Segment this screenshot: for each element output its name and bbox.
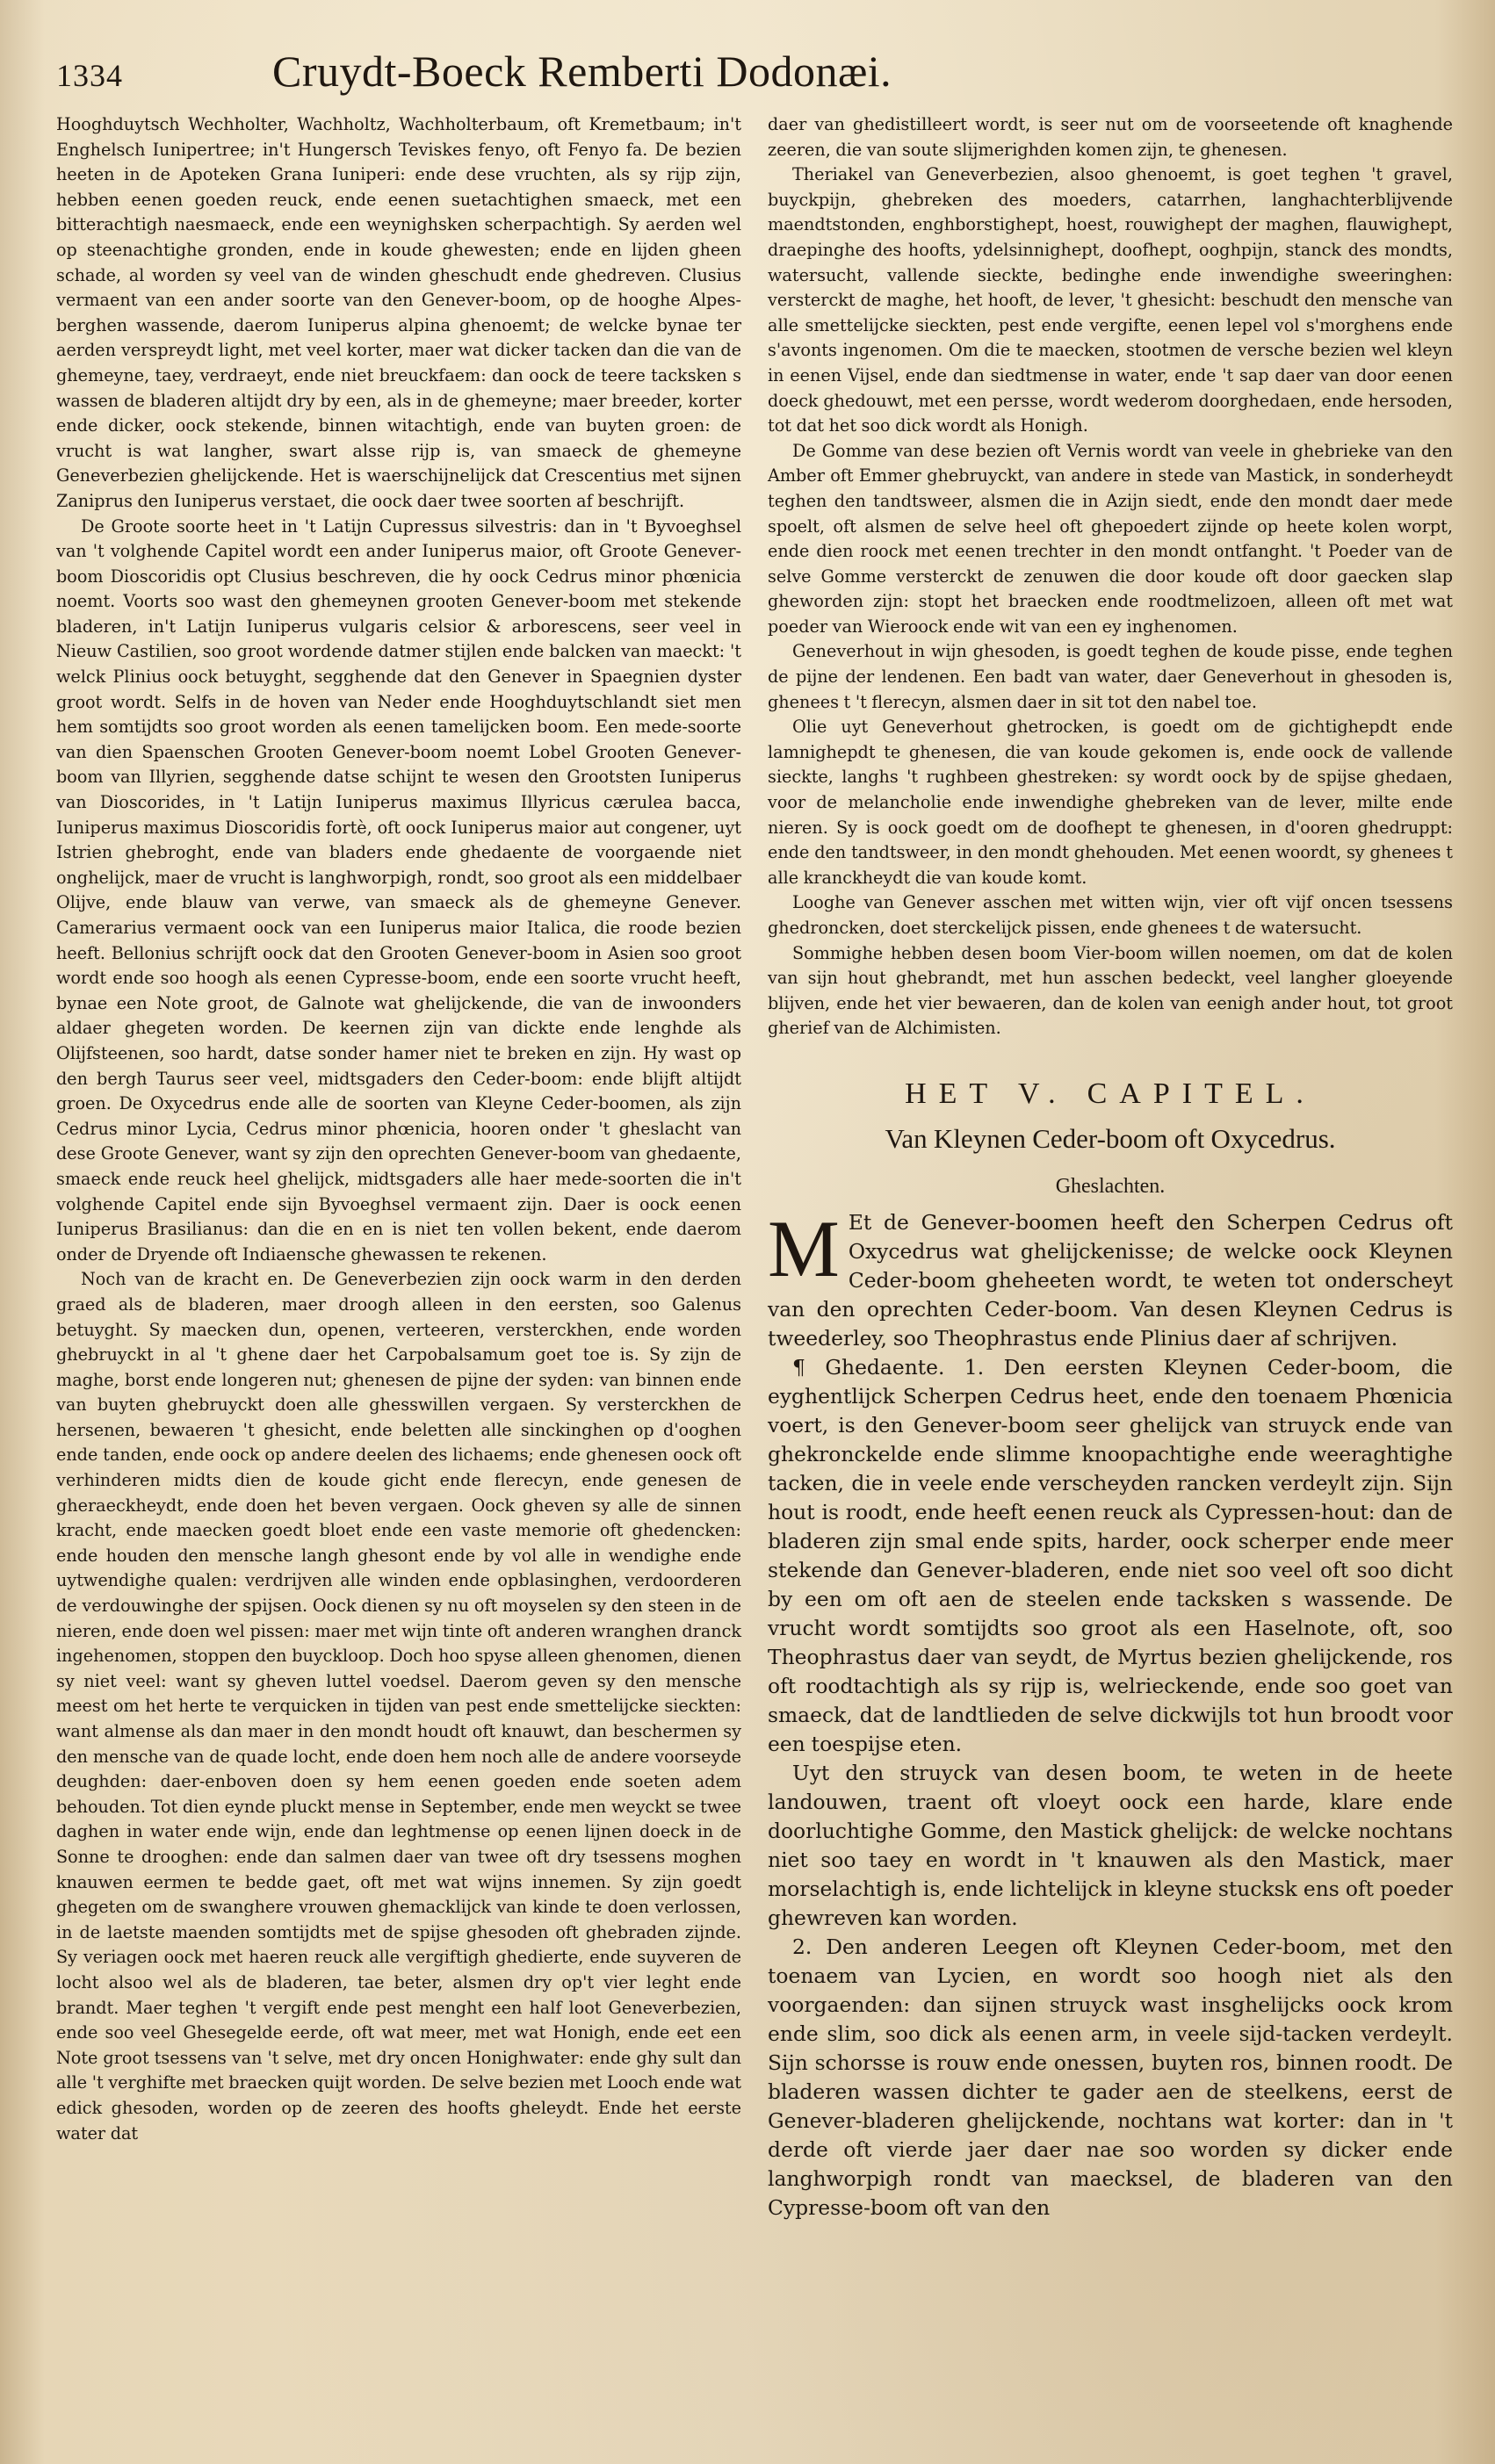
right-column xyxy=(768,112,1453,2223)
paragraph: Geneverhout in wijn ghesoden, is goedt teghen de koude pisse, ende teghen de pijne der lendenen. Een badt van water, daer Geneverhout in ghesoden is, ghenees t 't flerecyn, alsmen daer in sit tot den nabel toe. xyxy=(768,641,1453,712)
chapter-heading: HET V. CAPITEL. xyxy=(905,1077,1316,1110)
paragraph: Theriakel van Geneverbezien, alsoo ghenoemt, is goet teghen 't gravel, buyckpijn, ghebreken des moeders, catarrhen, langhachterblijvende maendtstonden, enghborstighept, hoest, rouwighept der maghen, flauwighept, draepinghe des hoofts, ydelsinnighept, doofhept, ooghpijn, stanck des mondts, watersucht, vallende sieckte, bedinghe ende inwendighe sweeringhen: versterckt de maghe, het hooft, de lever, 't ghesicht: beschudt den mensche van alle smettelijcke sieckten, pest ende vergifte, eenen lepel vol s'morghens ende s'avonts ingenomen. Om die te maecken, stootmen de versche bezien wel kleyn in eenen Vijsel, ende dan siedtmense in water, ende 't sap daer van door eenen doeck ghedouwt, met een persse, wordt wederom doorghedaen, ende hersoden, tot dat het soo dick wordt als Honigh. xyxy=(768,164,1453,436)
drop-cap: M xyxy=(768,1203,840,1293)
paragraph: daer van ghedistilleert wordt, is seer nut om de voorseetende oft knaghende zeeren, die van soute slijmerighden komen zijn, te ghenesen. xyxy=(768,114,1453,160)
page-header xyxy=(56,46,1456,107)
chapter-subtitle: Van Kleynen Ceder-boom oft Oxycedrus. xyxy=(885,1122,1336,1154)
opening-paragraph xyxy=(768,1203,1453,1353)
paragraph: Uyt den struyck van desen boom, te weten in de heete landouwen, traent oft vloeyt oock een harde, klare ende doorluchtighe Gomme, den Mastick ghelijck: de welcke nochtans niet soo taey en wordt in 't knauwen als den Mastick, maer morselachtigh is, ende lichtelijck in kleyne stucksk ens oft poeder ghewreven kan worden. xyxy=(768,1760,1453,1930)
chapter-body xyxy=(768,1203,1453,2223)
page-number: 1334 xyxy=(56,58,123,93)
paragraph: Hooghduytsch Wechholter, Wachholtz, Wachholterbaum, oft Kremetbaum; in't Enghelsch Iunipertree; in't Hungersch Teviskes fenyo, oft Fenyo fa. De bezien heeten in de Apoteken Grana Iuniperi: ende dese vruchten, als sy rijp zijn, hebben eenen goeden reuck, ende eenen suetachtighen smaeck, met een bitterachtigh naesmaeck, ende een weynighsken scherpachtigh. Sy aerden wel op steenachtighe gronden, ende in koude ghewesten; ende en lijden gheen schade, al worden sy veel van de winden gheschudt ende ghedreven. Clusius vermaent van een ander soorte van den Genever-boom, op de hooghe Alpes-berghen wassende, daerom Iuniperus alpina ghenoemt; de welcke bynae ter aerden verspreydt light, met veel korter, maer wat dicker tacken dan die van de ghemeyne, taey, verdraeyt, ende niet breuckfaem: dan oock de teere tacksken s wassen de bladeren altijdt dry by een, als in de ghemeyne; maer breeder, korter ende dicker, oock stekende, binnen witachtigh, ende van buyten groen: de vrucht is wat langher, swart alsse rijp is, van smaeck de ghemeyne Geneverbezien ghelijckende. Het is waerschijnelijck dat Crescentius met sijnen Zaniprus den Iuniperus verstaet, die oock daer twee soorten af beschrijft. xyxy=(56,114,741,511)
paragraph: Sommighe hebben desen boom Vier-boom willen noemen, om dat de kolen van sijn hout ghebrandt, met hun asschen bedeckt, veel langher gloeyende blijven, ende het vier bewaeren, dan de kolen van eenigh ander hout, tot groot gherief van de Alchimisten. xyxy=(768,942,1453,1039)
text-columns xyxy=(56,112,1456,2223)
running-title: Cruydt-Boeck Remberti Dodonæi. xyxy=(272,47,892,96)
paragraph: De Groote soorte heet in 't Latijn Cupressus silvestris: dan in 't Byvoeghsel van 't volghende Capitel wordt een ander Iuniperus maior, oft Groote Genever-boom Dioscoridis opt Clusius beschreven, die hy oock Cedrus minor phœnicia noemt. Voorts soo wast den ghemeynen grooten Genever-boom met stekende bladeren, in't Latijn Iuniperus vulgaris celsior & arborescens, seer veel in Nieuw Castilien, soo groot wordende datmer stijlen ende balcken van maeckt: 't welck Plinius oock betuyght, segghende dat den Genever in Spaegnien dyster groot wordt. Selfs in de hoven van Neder ende Hooghduytschlandt siet men hem somtijdts soo groot worden als eenen tamelijcken boom. Een mede-soorte van dien Spaenschen Grooten Genever-boom noemt Lobel Grooten Genever-boom van Illyrien, segghende datse schijnt te wesen den Grootsten Iuniperus van Dioscorides, in 't Latijn Iuniperus maximus Illyricus cærulea bacca, Iuniperus maximus Dioscoridis fortè, oft oock Iuniperus maior aut congener, uyt Istrien ghebroght, ende van bladers ende ghedaente de voorgaende niet onghelijck, maer de vrucht is langhworpigh, rondt, soo groot als een middelbaer Olijve, ende blauw van verwe, van smaeck als de ghemeyne Genever. Camerarius vermaent oock van een Iuniperus maior Italica, die roode bezien heeft. Bellonius schrijft oock dat den Grooten Genever-boom in Asien soo groot wordt ende soo hoogh als eenen Cypresse-boom, ende een soorte vrucht heeft, bynae een Note groot, de Galnote wat ghelijckende, die van de inwoonders aldaer ghegeten worden. De keernen zijn van dickte ende lenghde als Olijfsteenen, soo hardt, datse sonder hamer niet te breken en zijn. Hy wast op den bergh Taurus seer veel, midtsgaders den Ceder-boom: ende blijft altijdt groen. De Oxycedrus ende alle de soorten van Kleyne Ceder-boomen, als zijn Cedrus minor Lycia, Cedrus minor phœnicia, hooren onder 't gheslacht van dese Groote Genever, want sy zijn den oprechten Genever-boom van ghedaente, smaeck ende reuck heel ghelijck, midtsgaders alle haer mede-soorten die in't volghende Capitel ende sijn Byvoeghsel vermaent zijn. Daer is oock eenen Iuniperus Brasilianus: dan die en en is niet ten vollen bekent, ende daerom onder de Dryende oft Indiaensche ghewassen te rekenen. xyxy=(56,515,741,1264)
paragraph: 2. Den anderen Leegen oft Kleynen Ceder-boom, met den toenaem van Lycien, en wordt soo hoogh niet als den voorgaenden: dan sijnen struyck wast insghelijcks oock krom ende slim, soo dick als eenen arm, in veele sijd-tacken verdeylt. Sijn schorsse is rouw ende onessen, buyten ros, binnen roodt. De bladeren wassen dichter te gader aen de steelkens, eerst de Genever-bladeren ghelijckende, nochtans wat korter: dan in 't derde oft vierde jaer daer nae soo worden sy dicker ende langhworpigh rondt van maecksel, de bladeren van den Cypresse-boom oft van den xyxy=(768,1934,1453,2220)
paragraph: Noch van de kracht en. De Geneverbezien zijn oock warm in den derden graed als de bladeren, maer droogh alleen in den eersten, soo Galenus betuyght. Sy maecken dun, openen, verteeren, versterckhen, ende worden ghebruyckt in al 't ghene daer het Carpobalsamum goet toe is. Sy zijn de maghe, borst ende longeren nut; ghenesen de pijne der syden: van binnen ende van buyten ghebruyckt doen alle ghesswillen vergaen. Sy versterckhen de hersenen, bewaeren 't ghesicht, ende beletten alle sinckinghen op d'ooghen ende tanden, ende oock op andere deelen des lichaems; ende ghenesen oock oft verhinderen midts dien de koude gicht ende flerecyn, ende genesen de gheraeckheydt, ende doen het beven vergaen. Oock gheven sy alle de sinnen kracht, ende maecken goedt bloet ende een vaste memorie oft ghedencken: ende houden den mensche langh ghesont ende by vol alle in wendighe ende uytwendighe qualen: verdrijven alle winden ende opblasinghen, verdoorderen de verdouwinghe der spijsen. Oock dienen sy nu oft moyselen sy den steen in de nieren, ende doen wel pissen: maer met wijn tinte oft anderen wranghen dranck ingehenomen, stoppen den buyckloop. Doch hoo spyse alleen ghenomen, dienen sy niet veel: want sy gheven luttel voedsel. Daerom geven sy den mensche meest om het herte te verquicken in tijden van pest ende smettelijcke sieckten: want almense als dan maer in den mondt houdt oft knauwt, dan beschermen sy den mensche van de quade locht, ende doen hem noch alle de andere voorseyde deughden: daer-enboven doen sy hem eenen goeden ende soeten adem behouden. Tot dien eynde pluckt mense in September, ende men weyckt se twee daghen in water ende wijn, ende dan leghtmense op eenen lijnen doeck in de Sonne te drooghen: ende dan salmen daer van twee oft dry tsessens moghen knauwen eermen te bedde gaet, oft met wat wijns innemen. Sy zijn goedt ghegeten om de swanghere vrouwen ghemacklijck van kinde te doen verlossen, in de laetste maenden somtijdts met de spijse ghesoden oft ghebraden zijnde. Sy veriagen oock met haeren reuck alle vergiftigh ghedierte, ende suyveren de locht alsoo wel als de bladeren, tae beter, alsmen dry op't vier leght ende brandt. Maer teghen 't vergift ende pest menght een half loot Geneverbezien, ende soo veel Ghesegelde eerde, oft wat meer, met wat Honigh, ende eet een Note groot tsessens van 't selve, met dry oncen Honighwater: ende ghy sult dan alle 't verghifte met braecken quijt worden. De selve bezien met Looch ende wat edick ghesoden, worden op de zeeren des hoofts gheleydt. Ende het eerste water dat xyxy=(56,1269,741,2143)
paragraph: De Gomme van dese bezien oft Vernis wordt van veele in ghebrieke van den Amber oft Emmer ghebruyckt, van andere in stede van Mastick, in sonderheydt teghen den tandtsweer, alsmen die in Azijn siedt, ende den mondt daer mede spoelt, oft alsmen de selve heel oft ghepoedert zijnde op heete kolen worpt, ende dien roock met eenen trechter in den mondt ontfanght. 't Poeder van de selve Gomme versterckt de zenuwen die door koude oft door gaecken slap gheworden zijn: stopt het braecken ende roodtmelizoen, alleen oft met wat poeder van Wieroock ende wit van een ey inghenomen. xyxy=(768,440,1453,637)
paragraph: ¶ Ghedaente. 1. Den eersten Kleynen Ceder-boom, die eyghentlijck Scherpen Cedrus heet, ende den toenaem Phœnicia voert, is den Genever-boom seer ghelijck van struyck ende van ghekronckelde ende slimme knoopachtighe ende weeraghtighe tacken, die in veele ende verscheyden rancken verdeylt zijn. Sijn hout is roodt, ende heeft eenen reuck als Cypressen-hout: dan de bladeren zijn smal ende spits, harder, oock scherper ende meer stekende dan Genever-bladeren, ende niet soo veel oft soo dicht by een om oft aen de steelen ende tacksken s wassende. De vrucht wordt somtijdts soo groot als een Haselnote, oft, soo Theophrastus daer van seydt, de Myrtus bezien ghelijckende, ros oft roodtachtigh als sy rijp is, welrieckende, ende soo goet van smaeck, dat de landtlieden de selve dickwijls tot hun broodt voor een toespijse eten. xyxy=(768,1354,1453,1756)
section-heading: Gheslachten. xyxy=(1055,1175,1166,1199)
paragraph: Olie uyt Geneverhout ghetrocken, is goedt om de gichtighepdt ende lamnighepdt te ghenesen, die van koude gekomen is, ende oock de vallende sieckte, langhs 't rughbeen ghestreken: sy wordt oock by de spijse ghedaen, voor de melancholie ende inwendighe ghebreken van de lever, milte ende nieren. Sy is oock goedt om de doofhept te ghenesen, in d'ooren ghedruppt: ende den tandtsweer, in den mondt ghehouden. Met eenen woordt, sy ghenees t alle kranckheydt die van koude komt. xyxy=(768,717,1453,888)
opening-text: Et de Genever-boomen heeft den Scherpen Cedrus oft Oxycedrus wat ghelijckenisse; de welcke oock Kleynen Ceder-boom gheheeten wordt, te weten tot onderscheyt van den oprechten Ceder-boom. Van desen Kleynen Cedrus is tweederley, soo Theophrastus ende Plinius daer af schrijven. xyxy=(768,1209,1453,1351)
paragraph: Looghe van Genever asschen met witten wijn, vier oft vijf oncen tsessens ghedroncken, doet sterckelijck pissen, ende ghenees t de watersucht. xyxy=(768,892,1453,938)
left-column xyxy=(56,112,741,2223)
